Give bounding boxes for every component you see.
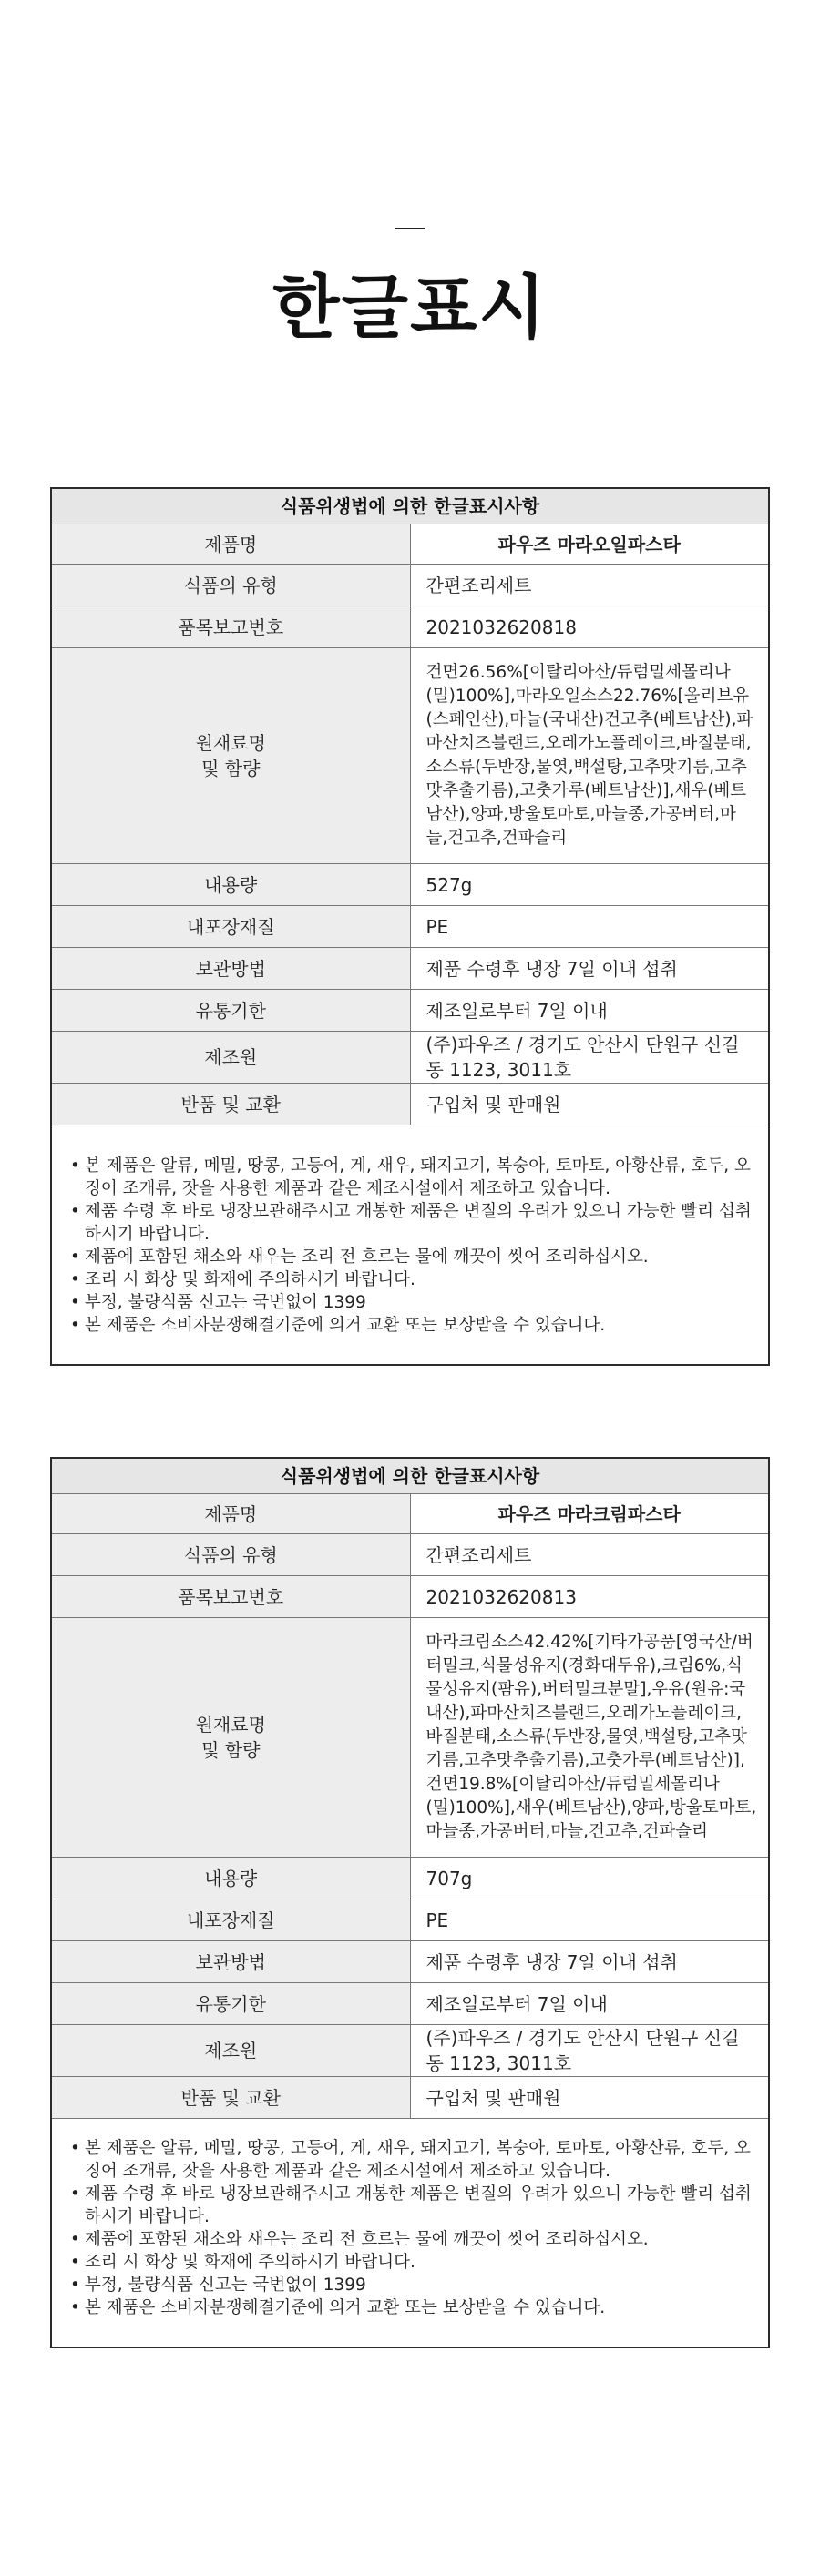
notice-item: • 본 제품은 소비자분쟁해결기준에 의거 교환 또는 보상받을 수 있습니다. — [67, 2296, 753, 2319]
row-value-returns: 구입처 및 판매원 — [410, 2077, 769, 2119]
label-table-oil-pasta — [50, 487, 770, 1366]
label-table-cream-pasta — [50, 1457, 770, 2348]
notice-item: • 제품 수령 후 바로 냉장보관해주시고 개봉한 제품은 변질의 우려가 있으니 가능한 빨리 섭취하시기 바랍니다. — [67, 2183, 753, 2228]
table-row — [51, 1084, 769, 1125]
row-value-report-number: 2021032620818 — [410, 606, 769, 648]
notes-cell — [51, 2119, 769, 2348]
row-value-product-name: 파우즈 마라오일파스타 — [410, 524, 769, 565]
row-key-net-weight: 내용량 — [51, 864, 410, 906]
table-row — [51, 1032, 769, 1084]
table-row — [51, 565, 769, 606]
row-key-shelf-life: 유통기한 — [51, 1983, 410, 2025]
notice-item: • 조리 시 화상 및 화재에 주의하시기 바랍니다. — [67, 1268, 753, 1291]
row-value-shelf-life: 제조일로부터 7일 이내 — [410, 1983, 769, 2025]
table-row — [51, 906, 769, 948]
page-title: 한글표시 — [272, 267, 548, 348]
notice-item: • 제품에 포함된 채소와 새우는 조리 전 흐르는 물에 깨끗이 씻어 조리하십시오. — [67, 2228, 753, 2251]
row-value-ingredients: 마라크림소스42.42%[기타가공품[영국산/버터밀크,식물성유지(경화대두유),크림6%,식물성유지(팜유),버터밀크분말],우유(원유:국내산),파마산치즈블랜드,오레가노플레이크,바질분태,소스류(두반장,물엿,백설탕,고추맛기름,고추맛추출기름),고춧가루(베트남산)],건면19.8%[이탈리아산/듀럼밀세몰리나(밀)100%],새우(베트남산),양파,방울토마토,마늘종,가공버터,마늘,건고추,건파슬리 — [410, 1618, 769, 1858]
row-key-storage: 보관방법 — [51, 1941, 410, 1983]
table-row — [51, 1858, 769, 1899]
row-key-product-name: 제품명 — [51, 524, 410, 565]
row-value-net-weight: 707g — [410, 1858, 769, 1899]
row-key-returns: 반품 및 교환 — [51, 2077, 410, 2119]
table-row — [51, 1494, 769, 1534]
table-row — [51, 2025, 769, 2077]
table-row — [51, 1941, 769, 1983]
table-heading: 식품위생법에 의한 한글표시사항 — [51, 488, 769, 524]
notice-item: • 제품에 포함된 채소와 새우는 조리 전 흐르는 물에 깨끗이 씻어 조리하십시오. — [67, 1246, 753, 1268]
row-value-returns: 구입처 및 판매원 — [410, 1084, 769, 1125]
notice-item: • 부정, 불량식품 신고는 국번없이 1399 — [67, 1291, 753, 1314]
table-row — [51, 1534, 769, 1576]
notice-item: • 본 제품은 알류, 메밀, 땅콩, 고등어, 게, 새우, 돼지고기, 복숭아, 토마토, 아황산류, 호두, 오징어 조개류, 잣을 사용한 제품과 같은 제조시설에서 제조하고 있습니다. — [67, 1155, 753, 1200]
notes-list — [67, 1155, 753, 1337]
row-key-manufacturer: 제조원 — [51, 2025, 410, 2077]
row-key-net-weight: 내용량 — [51, 1858, 410, 1899]
row-value-report-number: 2021032620813 — [410, 1576, 769, 1618]
row-key-product-name: 제품명 — [51, 1494, 410, 1534]
row-key-manufacturer: 제조원 — [51, 1032, 410, 1084]
notes-list — [67, 2137, 753, 2319]
row-key-food-type: 식품의 유형 — [51, 565, 410, 606]
notes-row — [51, 2119, 769, 2348]
row-value-storage: 제품 수령후 냉장 7일 이내 섭취 — [410, 1941, 769, 1983]
table-row — [51, 2077, 769, 2119]
notice-item: • 조리 시 화상 및 화재에 주의하시기 바랍니다. — [67, 2251, 753, 2274]
table-row — [51, 1899, 769, 1941]
row-key-returns: 반품 및 교환 — [51, 1084, 410, 1125]
row-key-packaging: 내포장재질 — [51, 906, 410, 948]
notes-cell — [51, 1125, 769, 1366]
table-row — [51, 606, 769, 648]
table-row — [51, 648, 769, 864]
notice-item: • 제품 수령 후 바로 냉장보관해주시고 개봉한 제품은 변질의 우려가 있으니 가능한 빨리 섭취하시기 바랍니다. — [67, 1200, 753, 1246]
row-key-ingredients: 원재료명 및 함량 — [51, 1618, 410, 1858]
row-key-report-number: 품목보고번호 — [51, 1576, 410, 1618]
row-key-report-number: 품목보고번호 — [51, 606, 410, 648]
table-row — [51, 1576, 769, 1618]
row-value-food-type: 간편조리세트 — [410, 565, 769, 606]
table-row — [51, 1618, 769, 1858]
row-value-ingredients: 건면26.56%[이탈리아산/듀럼밀세몰리나(밀)100%],마라오일소스22.76%[올리브유(스페인산),마늘(국내산)건고추(베트남산),파마산치즈블랜드,오레가노플레이크,바질분태,소스류(두반장,물엿,백설탕,고추맛기름,고추맛추출기름),고춧가루(베트남산)],새우(베트남산),양파,방울토마토,마늘종,가공버터,마늘,건고추,건파슬리 — [410, 648, 769, 864]
row-key-ingredients: 원재료명 및 함량 — [51, 648, 410, 864]
row-value-manufacturer: (주)파우즈 / 경기도 안산시 단원구 신길동 1123, 3011호 — [410, 2025, 769, 2077]
row-value-manufacturer: (주)파우즈 / 경기도 안산시 단원구 신길동 1123, 3011호 — [410, 1032, 769, 1084]
table-row — [51, 990, 769, 1032]
title-divider — [395, 228, 425, 229]
row-value-food-type: 간편조리세트 — [410, 1534, 769, 1576]
notice-item: • 본 제품은 알류, 메밀, 땅콩, 고등어, 게, 새우, 돼지고기, 복숭아, 토마토, 아황산류, 호두, 오징어 조개류, 잣을 사용한 제품과 같은 제조시설에서 제조하고 있습니다. — [67, 2137, 753, 2183]
row-value-packaging: PE — [410, 1899, 769, 1941]
row-key-storage: 보관방법 — [51, 948, 410, 990]
row-value-net-weight: 527g — [410, 864, 769, 906]
notes-row — [51, 1125, 769, 1366]
row-key-shelf-life: 유통기한 — [51, 990, 410, 1032]
notice-item: • 부정, 불량식품 신고는 국번없이 1399 — [67, 2274, 753, 2296]
row-value-product-name: 파우즈 마라크림파스타 — [410, 1494, 769, 1534]
row-value-shelf-life: 제조일로부터 7일 이내 — [410, 990, 769, 1032]
row-key-food-type: 식품의 유형 — [51, 1534, 410, 1576]
table-heading: 식품위생법에 의한 한글표시사항 — [51, 1458, 769, 1494]
row-key-packaging: 내포장재질 — [51, 1899, 410, 1941]
table-row — [51, 524, 769, 565]
row-value-storage: 제품 수령후 냉장 7일 이내 섭취 — [410, 948, 769, 990]
table-row — [51, 1983, 769, 2025]
table-row — [51, 864, 769, 906]
notice-item: • 본 제품은 소비자분쟁해결기준에 의거 교환 또는 보상받을 수 있습니다. — [67, 1314, 753, 1337]
row-value-packaging: PE — [410, 906, 769, 948]
table-row — [51, 948, 769, 990]
